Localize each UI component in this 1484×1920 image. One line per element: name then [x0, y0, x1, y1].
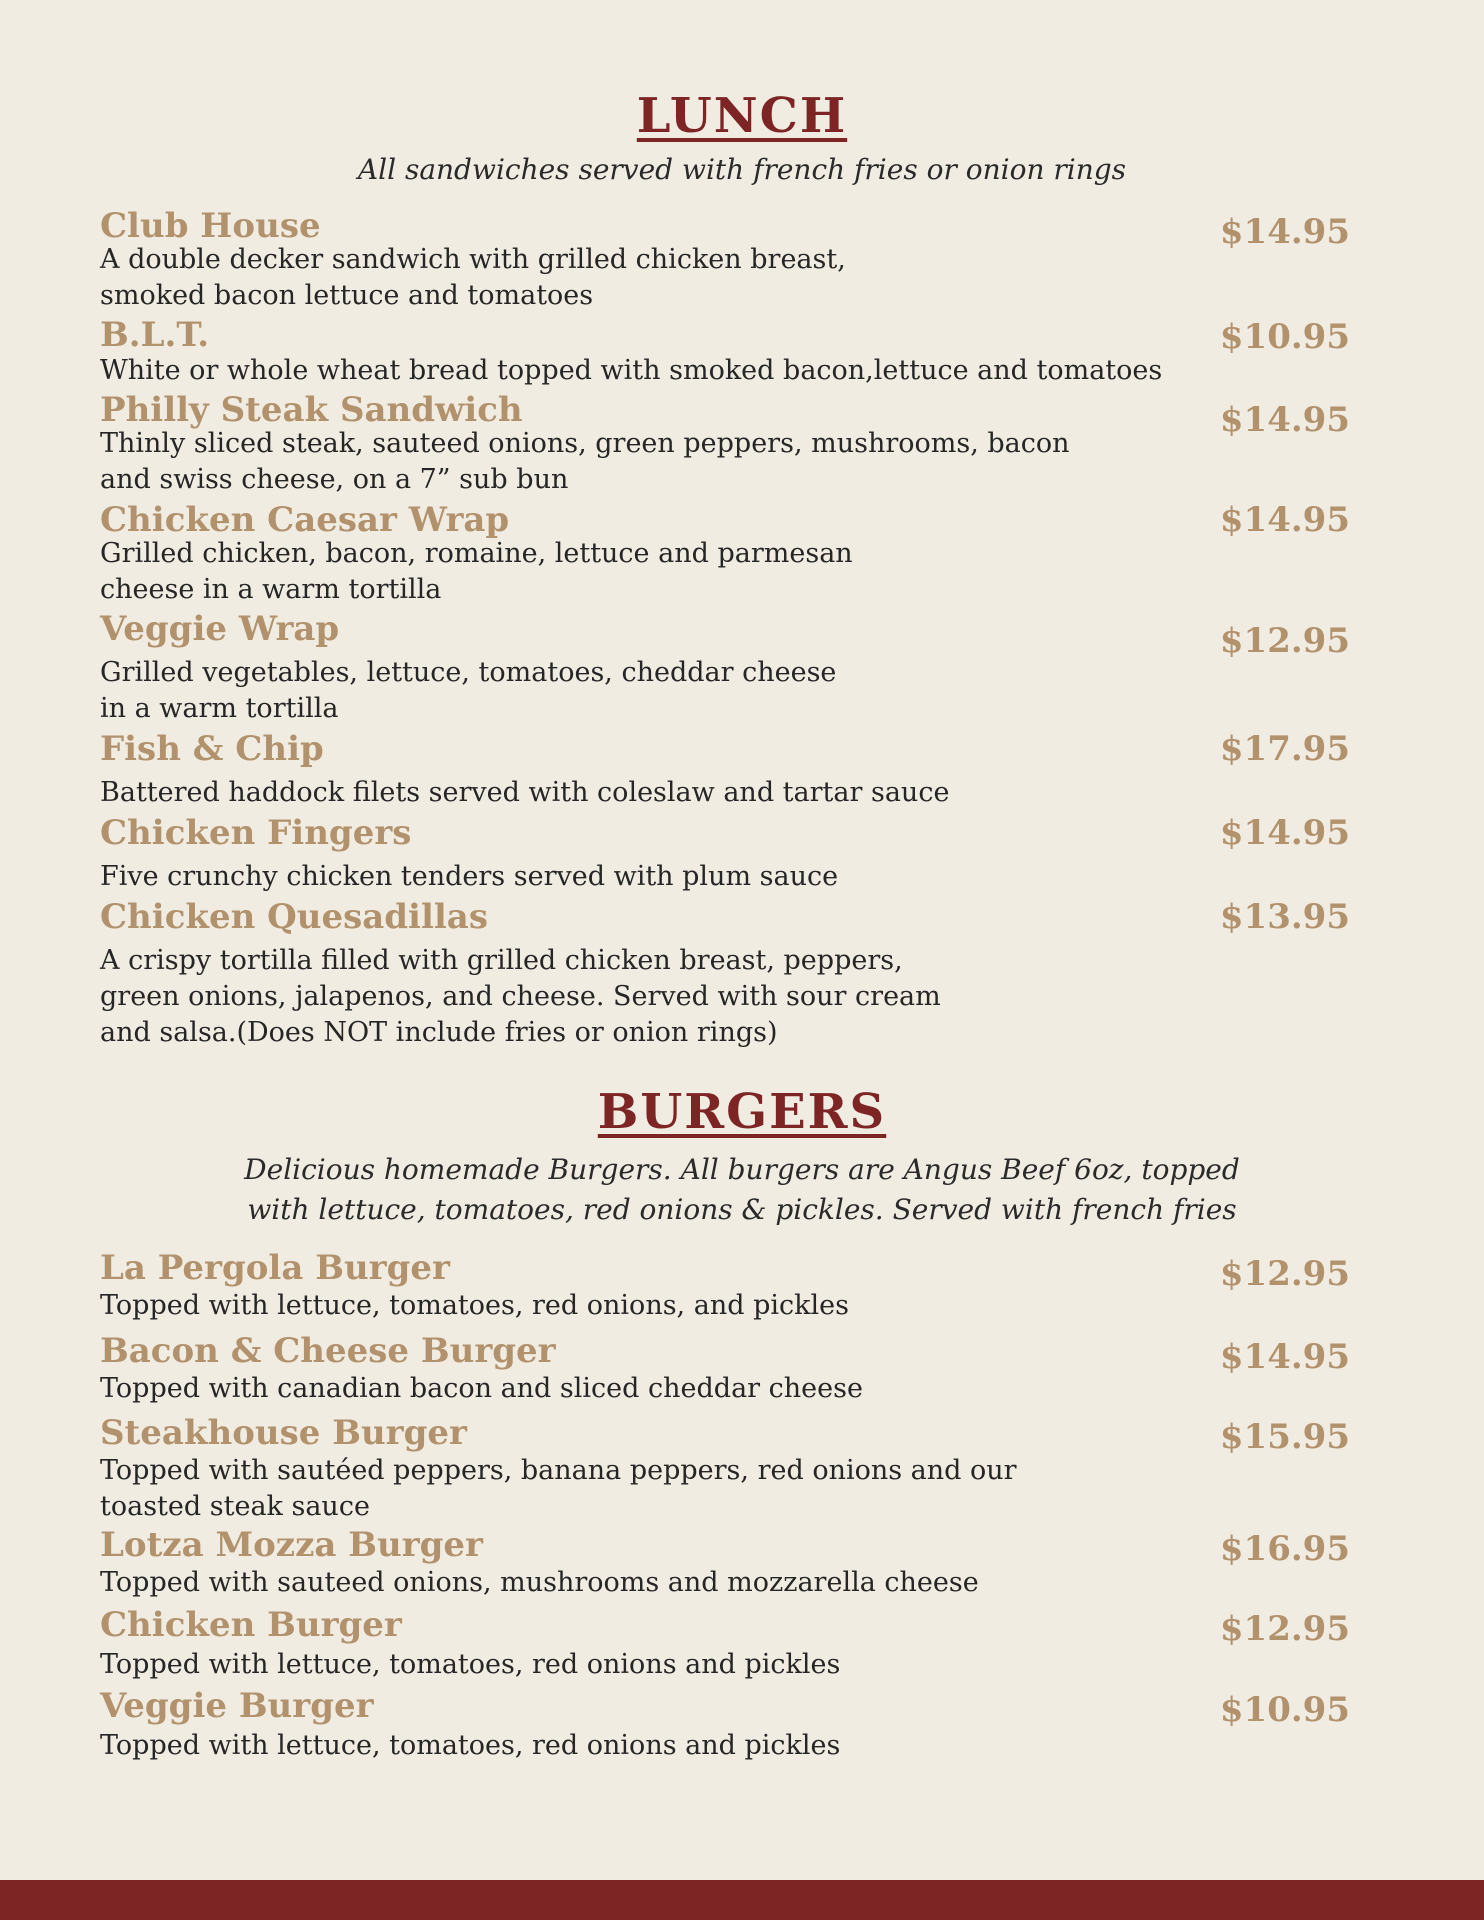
lunch-title: LUNCH: [636, 88, 848, 144]
menu-item: [100, 1248, 1350, 1330]
menu-item: [100, 500, 1350, 610]
item-price: $14.95: [1219, 500, 1350, 540]
item-price: $14.95: [1219, 212, 1350, 252]
item-name: Lotza Mozza Burger: [100, 1525, 483, 1565]
item-description: Grilled chicken, bacon, romaine, lettuce and parmesan cheese in a warm tortilla: [100, 538, 853, 605]
menu-item: [100, 390, 1350, 500]
menu-item: [100, 206, 1350, 316]
item-name: Chicken Fingers: [100, 813, 412, 853]
menu-item: [100, 1525, 1350, 1605]
menu-item: [100, 1686, 1350, 1766]
item-price: $15.95: [1219, 1417, 1350, 1457]
item-name: Veggie Wrap: [100, 609, 340, 649]
item-price: $14.95: [1219, 1337, 1350, 1377]
item-price: $12.95: [1219, 621, 1350, 661]
item-name: Veggie Burger: [100, 1686, 374, 1726]
item-name: La Pergola Burger: [100, 1248, 450, 1288]
item-description: Topped with sauteed onions, mushrooms and mozzarella cheese: [100, 1567, 979, 1598]
item-description: Battered haddock filets served with coleslaw and tartar sauce: [100, 777, 950, 808]
burgers-subtitle-line2: with lettuce, tomatoes, red onions & pickles. Served with french fries: [247, 1193, 1237, 1226]
item-description: Topped with lettuce, tomatoes, red onions, and pickles: [100, 1290, 849, 1321]
item-price: $10.95: [1219, 317, 1350, 357]
item-description: Topped with lettuce, tomatoes, red onions and pickles: [100, 1649, 841, 1680]
item-name: Chicken Burger: [100, 1605, 402, 1645]
item-price: $14.95: [1219, 400, 1350, 440]
footer-bar: [0, 1880, 1484, 1920]
item-description: A double decker sandwich with grilled chicken breast, smoked bacon lettuce and tomatoes: [100, 244, 846, 311]
lunch-subtitle: All sandwiches served with french fries or onion rings: [357, 153, 1127, 186]
item-price: $14.95: [1219, 813, 1350, 853]
item-price: $12.95: [1219, 1609, 1350, 1649]
item-name: Club House: [100, 206, 321, 246]
menu-item: [100, 1413, 1350, 1525]
item-name: Chicken Caesar Wrap: [100, 500, 510, 540]
item-description: White or whole wheat bread topped with smoked bacon,lettuce and tomatoes: [100, 355, 1163, 386]
item-name: B.L.T.: [100, 315, 210, 355]
item-description: A crispy tortilla filled with grilled chicken breast, peppers, green onions, jalapenos, and cheese. Served with sour cream and salsa.(Does NOT include fries or onion rings): [100, 945, 941, 1048]
item-name: Steakhouse Burger: [100, 1413, 467, 1453]
item-description: Topped with lettuce, tomatoes, red onions and pickles: [100, 1730, 841, 1761]
item-name: Bacon & Cheese Burger: [100, 1331, 556, 1371]
item-description: Grilled vegetables, lettuce, tomatoes, cheddar cheese in a warm tortilla: [100, 657, 837, 724]
item-description: Topped with sautéed peppers, banana peppers, red onions and our toasted steak sauce: [100, 1455, 1017, 1522]
item-description: Topped with canadian bacon and sliced cheddar cheese: [100, 1373, 863, 1404]
menu-item: [100, 813, 1350, 897]
item-name: Fish & Chip: [100, 729, 324, 769]
item-price: $16.95: [1219, 1529, 1350, 1569]
menu-item: [100, 729, 1350, 813]
item-price: $17.95: [1219, 729, 1350, 769]
item-description: Five crunchy chicken tenders served with plum sauce: [100, 861, 839, 892]
item-price: $10.95: [1219, 1690, 1350, 1730]
item-price: $12.95: [1219, 1254, 1350, 1294]
item-name: Chicken Quesadillas: [100, 897, 488, 937]
item-name: Philly Steak Sandwich: [100, 390, 523, 430]
menu-item: [100, 315, 1350, 390]
item-price: $13.95: [1219, 897, 1350, 937]
burgers-subtitle-line1: Delicious homemade Burgers. All burgers are Angus Beef 6oz, topped: [244, 1153, 1240, 1186]
item-description: Thinly sliced steak, sauteed onions, green peppers, mushrooms, bacon and swiss cheese, on a 7” sub bun: [100, 428, 1070, 495]
menu-item: [100, 1331, 1350, 1413]
menu-item: [100, 1605, 1350, 1685]
menu-item: [100, 609, 1350, 729]
burgers-title: BURGERS: [597, 1084, 887, 1140]
menu-item: [100, 897, 1350, 1057]
